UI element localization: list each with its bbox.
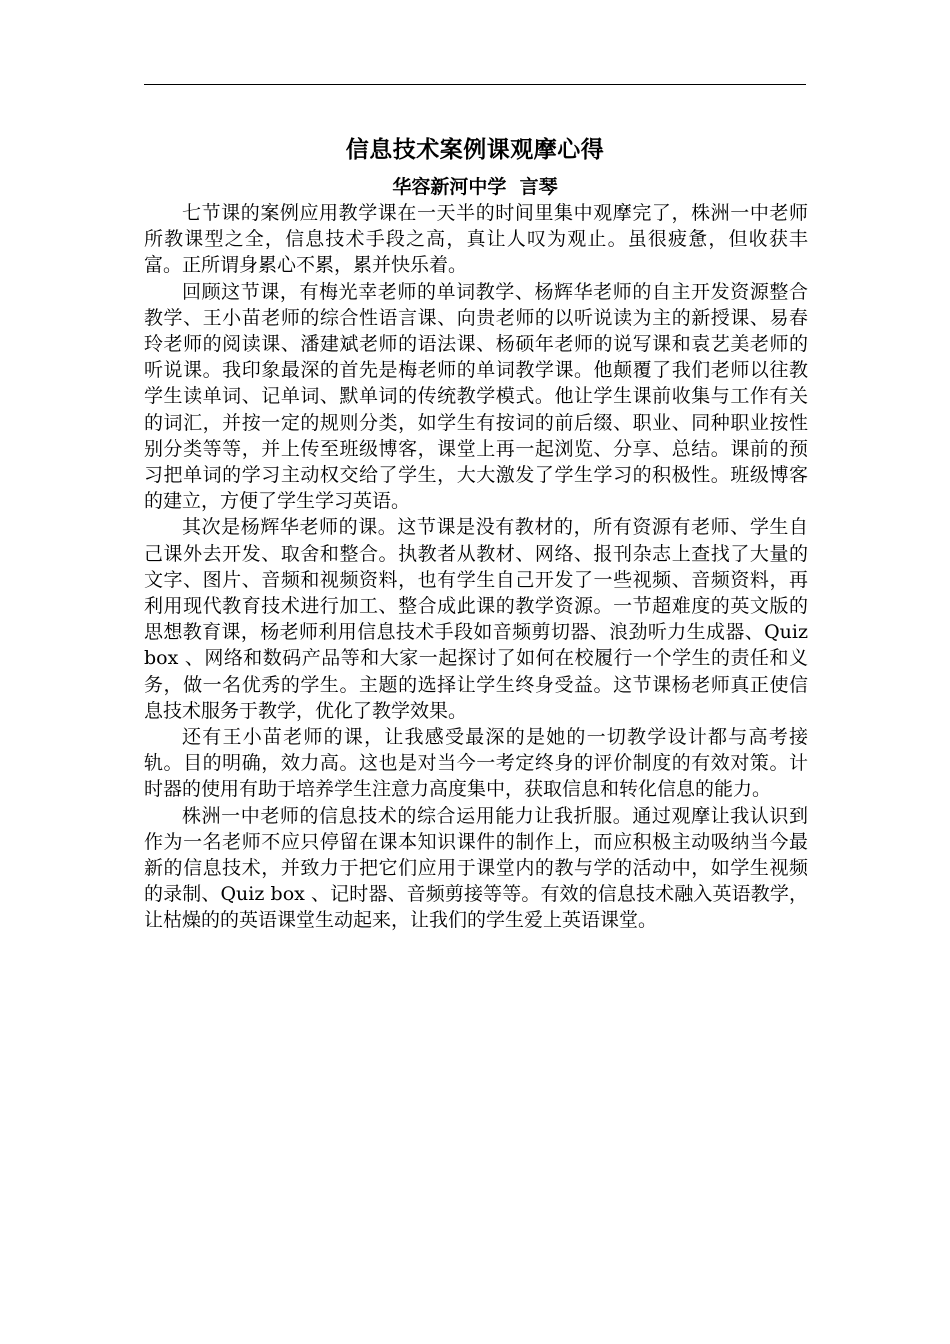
document-title: 信息技术案例课观摩心得 [345,136,605,163]
paragraph-5: 株洲一中老师的信息技术的综合运用能力让我折服。通过观摩让我认识到作为一名老师不应只停留在课本知识课件的制作上，而应积极主动吸纳当今最新的信息技术，并致力于把它们应用于课堂内的教与学的活动中，如学生视频的录制、Quiz box 、记时器、音频剪接等等。有效的信息技术融入英语教学，让枯燥的的英语课堂生动起来，让我们的学生爱上英语课堂。 [144,804,808,932]
header-rule [144,84,806,85]
document-body [144,200,808,934]
paragraph-1: 七节课的案例应用教学课在一天半的时间里集中观摩完了，株洲一中老师所教课型之全，信息技术手段之高，真让人叹为观止。虽很疲惫，但收获丰富。正所谓身累心不累，累并快乐着。 [144,202,808,277]
document-author: 华容新河中学 言琴 [392,176,558,198]
paragraph-4: 还有王小苗老师的课，让我感受最深的是她的一切教学设计都与高考接轨。目的明确，效力高。这也是对当今一考定终身的评价制度的有效对策。计时器的使用有助于培养学生注意力高度集中，获取信息和转化信息的能力。 [144,726,808,801]
paragraph-2: 回顾这节课，有梅光幸老师的单词教学、杨辉华老师的自主开发资源整合教学、王小苗老师的综合性语言课、向贵老师的以听说读为主的新授课、易春玲老师的阅读课、潘建斌老师的语法课、杨硕年老师的说写课和袁艺美老师的听说课。我印象最深的首先是梅老师的单词教学课。他颠覆了我们老师以往教学生读单词、记单词、默单词的传统教学模式。他让学生课前收集与工作有关的词汇，并按一定的规则分类，如学生有按词的前后缀、职业、同种职业按性别分类等等，并上传至班级博客，课堂上再一起浏览、分享、总结。课前的预习把单词的学习主动权交给了学生，大大激发了学生学习的积极性。班级博客的建立，方便了学生学习英语。 [144,280,808,513]
paragraph-3: 其次是杨辉华老师的课。这节课是没有教材的，所有资源有老师、学生自己课外去开发、取舍和整合。执教者从教材、网络、报刊杂志上查找了大量的文字、图片、音频和视频资料，也有学生自己开发了一些视频、音频资料，再利用现代教育技术进行加工、整合成此课的教学资源。一节超难度的英文版的思想教育课，杨老师利用信息技术手段如音频剪切器、浪劲听力生成器、Quiz box 、网络和数码产品等和大家一起探讨了如何在校履行一个学生的责任和义务，做一名优秀的学生。主题的选择让学生终身受益。这节课杨老师真正使信息技术服务于教学，优化了教学效果。 [144,516,808,722]
